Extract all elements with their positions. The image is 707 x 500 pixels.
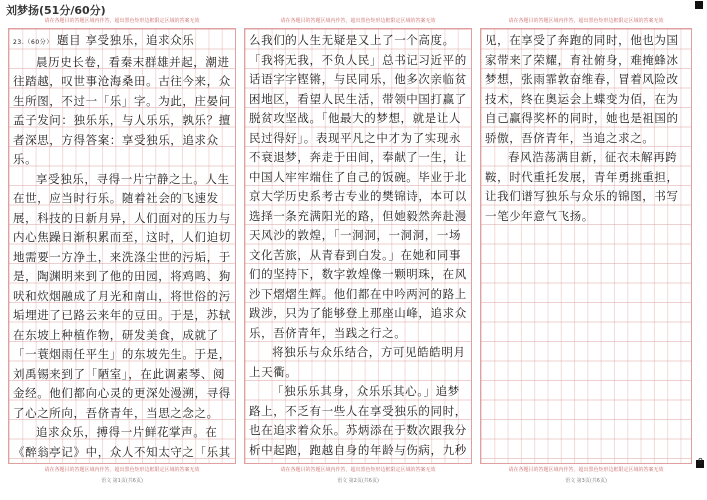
sheet-warning: 请在各题目的答题区域内作答，超出黑色矩形边框限定区域的答案无效 (280, 467, 436, 473)
answer-sheet-3 (480, 16, 692, 486)
essay-paragraph: 么我们的人生无疑是又上了一个高度。「我将无我，不负人民」总书记习近平的话语字字铿锵，与民同乐，他多次亲临贫困地区，看望人民生活，带领中国打赢了脱贫攻坚战。「他最大的梦想，就是让人民过得好」。表现平凡之中才为了实现永不衰退梦，奔走于田间，奉献了一生，让中国人牢牢端住了自己的饭碗。毕业于北京大学历史系考古专业的樊锦诗，本可以选择一条充满阳光的路，但她毅然奔赴漫天风沙的敦煌，「一洞洞，一洞洞，一场文化苦旅，从青春到白发。」在她和同事们的坚持下，数字敦煌像一颗明珠，在风沙下熠熠生辉。他们都在中吟两河的路上跋涉，只为了能够登上那座山峰，追求众乐，吾侪青年，当践之行之。 (249, 33, 467, 340)
sheet-warning: 请在各题目的答题区域内作答，超出黑色矩形边框限定区域的答案无效 (44, 18, 200, 24)
essay-text (13, 31, 231, 463)
essay-paragraph: 将独乐与众乐结合，方可见皓皓明月上天衢。 (249, 345, 466, 379)
essay-text (249, 31, 467, 463)
answer-sheet-1 (8, 16, 236, 486)
sheet-footer: 语文 第1页(共6页) (101, 478, 143, 484)
question-number: 23.（60分） (13, 39, 53, 46)
writing-grid (480, 28, 692, 464)
sheet-footer: 语文 第3页(共6页) (565, 478, 607, 484)
sheet-warning: 请在各题目的答题区域内作答，超出黑色矩形边框限定区域的答案无效 (44, 467, 200, 473)
essay-paragraph: 追求众乐，搏得一片鲜花掌声。在《醉翁亭记》中，众人不知太守之「乐其 (13, 425, 231, 459)
registration-mark (695, 1, 703, 9)
essay-text (485, 31, 687, 463)
page-number: 8 (697, 457, 703, 466)
essay-paragraph: 见，在享受了奔跑的同时，他也为国家带来了荣耀，育社俯身，难掩蜂冰梦想，张雨霏敦奋维春，冒着风险改技术，终在奥运会上蝶变为佰，在为自己赢得奖杯的同时，她也是祖国的骄傲，吾侪青年，当追之求之。 (485, 33, 679, 145)
essay-paragraph: 晨历史长卷，看秦末群雄并起，潮进往踏越，叹世事沧海桑田。古往今来，众生所图，不过一「乐」字。为此，庄晏问孟子发问：独乐乐，与人乐乐，孰乐？擅者深思，方得答案：享受独乐，追求众乐。 (13, 54, 231, 166)
sheet-warning: 请在各题目的答题区域内作答，超出黑色矩形边框限定区域的答案无效 (508, 18, 664, 24)
writing-grid (244, 28, 472, 464)
sheet-footer: 语文 第2页(共6页) (337, 478, 379, 484)
answer-sheet-2 (244, 16, 472, 486)
essay-paragraph: 春风浩荡满目新，征衣未解再跨鞍，时代重托发展，青年勇挑重担，让我们谱写独乐与众乐的锦图，书写一笔少年意气飞扬。 (485, 150, 679, 223)
writing-grid (8, 28, 236, 464)
student-score-title: 刘梦扬(51分/60分) (6, 4, 106, 17)
essay-paragraph: 享受独乐，寻得一片宁静之土。人生在世，应当时行乐。随着社会的飞速发展，科技的日新月异，人们面对的压力与内心焦躁日渐积累而至，这时，人们迫切地需要一方净土，来洗涤尘世的污垢，于是，陶渊明来到了他的田园，将鸡鸣、狗吠和炊烟融成了月光和南山，将世俗的污垢埋进了已路云来年的豆田。于是，苏轼在东坡上种植作物，研发美食，成就了「一蓑烟雨任平生」的东坡先生。于是，刘禹锡来到了「陋室」，在此调素琴、阅金经。他们都向心灵的更深处漫溯，寻得了心之所向，吾侪青年，当思之念之。 (13, 171, 231, 420)
sheet-warning: 请在各题目的答题区域内作答，超出黑色矩形边框限定区域的答案无效 (280, 18, 436, 24)
sheet-warning: 请在各题目的答题区域内作答，超出黑色矩形边框限定区域的答案无效 (508, 467, 664, 473)
essay-paragraph: 「独乐乐其身，众乐乐其心。」追梦路上，不乏有一些人在享受独乐的同时，也在追求着众乐。苏炳添在于数次跟我分析中起跑，跑越自身的年龄与伤病，九秒 (249, 384, 467, 457)
essay-title: 题目 享受独乐，追求众乐 (56, 33, 195, 47)
